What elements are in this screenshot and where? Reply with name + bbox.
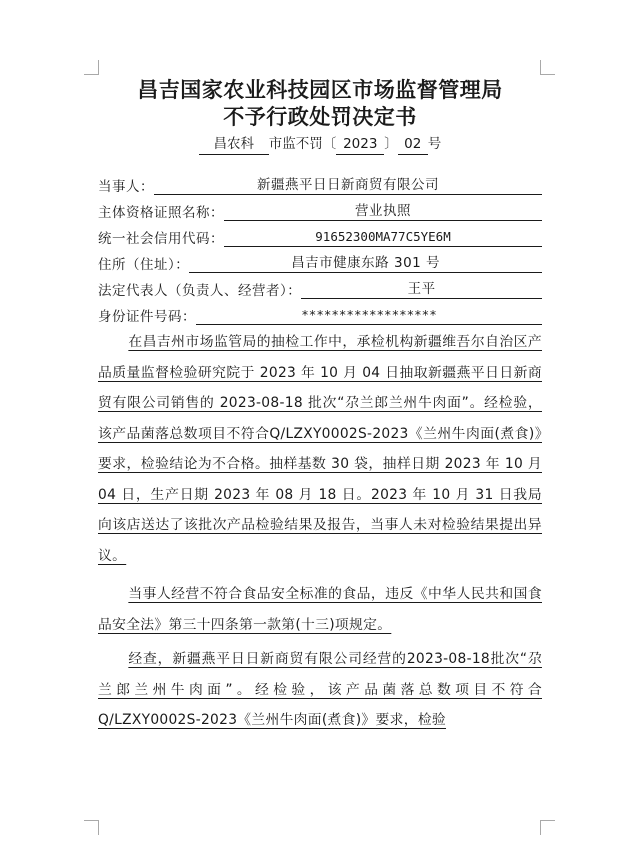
field-label: 当事人：: [98, 179, 154, 195]
field-license-name: [98, 195, 542, 221]
paragraph-violation: 当事人经营不符合食品安全标准的食品，违反《中华人民共和国食品安全法》第三十四条第一款第(十三)项规定。: [98, 586, 542, 633]
field-credit-code: [98, 221, 542, 247]
crop-mark-top-right: [540, 60, 555, 75]
field-legal-rep: [98, 273, 542, 299]
field-label: 身份证件号码：: [98, 309, 196, 325]
document-number: [98, 134, 542, 155]
field-value: ******************: [196, 306, 542, 325]
doc-number-year: 2023: [336, 134, 384, 155]
doc-number-org: 昌农科: [199, 134, 269, 155]
field-label: 住所（住址）：: [98, 257, 190, 273]
doc-number-suffix: 号: [427, 136, 442, 152]
crop-mark-bottom-left: [84, 820, 99, 835]
title-line-2: 不予行政处罚决定书: [223, 104, 417, 129]
paragraph-inspection: 在昌吉州市场监管局的抽检工作中，承检机构新疆维吾尔自治区产品质量监督检验研究院于 2023 年 10 月 04 日抽取新疆燕平日日新商贸有限公司销售的 2023-08-18 批次“尕兰郎兰州牛肉面”。经检验，该产品菌落总数项目不符合Q/LZXY0002S-2023《兰州牛肉面(煮食)》要求，检验结论为不合格。抽样基数 30 袋，抽样日期 2023 年 10 月 04 日，生产日期 2023 年 08 月 18 日。2023 年 10 月 31 日我局向该店送达了该批次产品检验结果及报告，当事人未对检验结果提出异议。: [98, 334, 542, 564]
field-value: 91652300MA77C5YE6M: [224, 228, 542, 247]
paragraph-findings: 经查，新疆燕平日日新商贸有限公司经营的2023-08-18批次“尕兰郎兰州牛肉面”。经检验，该产品菌落总数项目不符合Q/LZXY0002S-2023《兰州牛肉面(煮食)》要求，检验: [98, 651, 542, 728]
field-party: [98, 169, 542, 195]
field-label: 法定代表人（负责人、经营者）：: [98, 283, 302, 299]
field-address: [98, 247, 542, 273]
field-id-number: [98, 299, 542, 325]
doc-number-mid: 市监不罚〔: [268, 136, 337, 152]
doc-number-close: 〕: [384, 136, 398, 152]
doc-number-num: 02: [398, 134, 428, 155]
field-label: 统一社会信用代码：: [98, 231, 224, 247]
crop-mark-top-left: [84, 60, 99, 75]
document-page: [98, 70, 542, 736]
field-label: 主体资格证照名称：: [98, 205, 224, 221]
document-title: [98, 76, 542, 130]
field-value: 新疆燕平日日新商贸有限公司: [154, 176, 542, 195]
crop-mark-bottom-right: [540, 820, 555, 835]
field-value: 营业执照: [224, 202, 542, 221]
field-value: 王平: [301, 280, 542, 299]
title-line-1: 昌吉国家农业科技园区市场监督管理局: [137, 77, 503, 102]
party-info: [98, 169, 542, 325]
field-value: 昌吉市健康东路 301 号: [189, 254, 542, 273]
